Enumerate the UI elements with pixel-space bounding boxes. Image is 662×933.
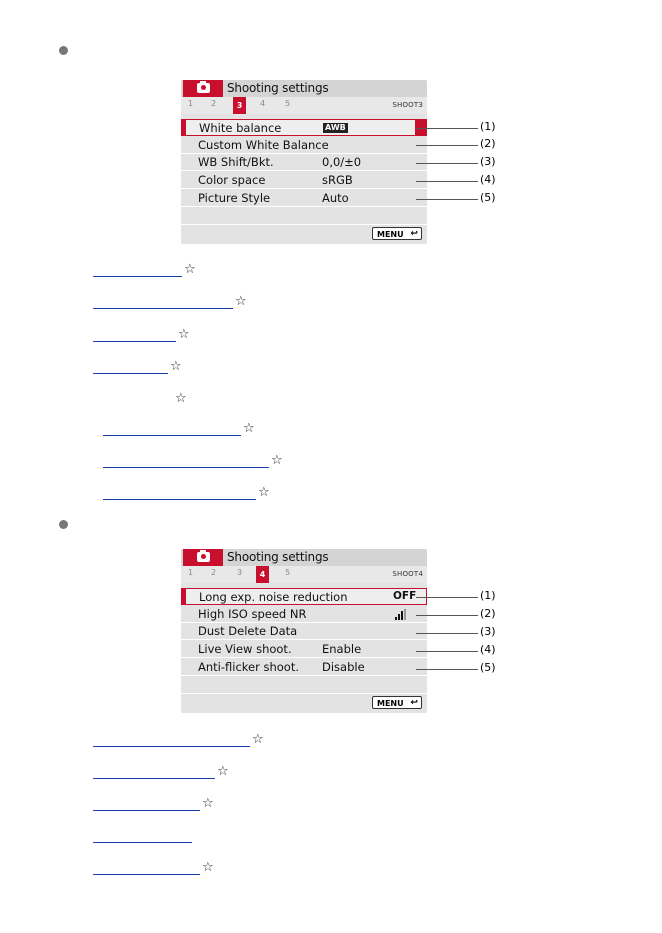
menu-row-long-exp-nr[interactable]	[181, 588, 427, 605]
camera-menu-screen-shoot4	[181, 549, 427, 713]
camera-tab[interactable]	[183, 549, 223, 566]
callout-3: (3)	[480, 625, 496, 638]
star-icon: ☆	[252, 732, 264, 747]
callout-5: (5)	[480, 661, 496, 674]
menu-row-anti-flicker[interactable]	[181, 659, 427, 676]
menu-button-label: MENU	[377, 230, 404, 239]
callout-line	[416, 163, 478, 164]
menu-row-value: Enable	[322, 642, 362, 656]
menu-row-label: Live View shoot.	[198, 642, 292, 656]
menu-row-white-balance[interactable]	[181, 119, 427, 136]
menu-row-wb-shift[interactable]	[181, 154, 427, 171]
menu-row-label: Anti-flicker shoot.	[198, 660, 299, 674]
callout-4: (4)	[480, 173, 496, 186]
menu-row-label: Picture Style	[198, 191, 271, 205]
menu-row-live-view-shoot[interactable]	[181, 641, 427, 658]
link-picture-style-customize[interactable]	[103, 456, 269, 468]
link-wb-shift[interactable]	[93, 330, 176, 342]
menu-row-custom-white-balance[interactable]	[181, 137, 427, 154]
menu-row-label: WB Shift/Bkt.	[198, 155, 274, 169]
star-icon: ☆	[178, 327, 190, 342]
callout-line	[416, 128, 478, 129]
camera-tab[interactable]	[183, 80, 223, 97]
camera-icon	[197, 552, 210, 562]
menu-header	[181, 549, 427, 566]
link-picture-style-select[interactable]	[103, 424, 241, 436]
menu-back-button[interactable]	[372, 696, 422, 709]
selection-indicator	[182, 589, 186, 604]
menu-row-value: OFF	[393, 590, 417, 602]
menu-row-value: sRGB	[322, 173, 353, 187]
callout-line	[416, 669, 478, 670]
menu-row-label: Color space	[198, 173, 266, 187]
star-icon: ☆	[235, 294, 247, 309]
callout-1: (1)	[480, 589, 496, 602]
star-icon: ☆	[217, 764, 229, 779]
link-anti-flicker[interactable]	[93, 863, 200, 875]
star-icon: ☆	[202, 796, 214, 811]
shoot-page-label: SHOOT4	[392, 570, 423, 578]
callout-4: (4)	[480, 643, 496, 656]
menu-row-value: Disable	[322, 660, 365, 674]
signal-level-icon	[395, 609, 406, 620]
star-icon: ☆	[175, 391, 187, 406]
menu-header	[181, 80, 427, 97]
callout-2: (2)	[480, 137, 496, 150]
tab-4[interactable]: 4	[256, 566, 269, 583]
star-icon: ☆	[271, 453, 283, 468]
menu-row-label: Long exp. noise reduction	[199, 590, 348, 604]
callout-3: (3)	[480, 155, 496, 168]
tab-2[interactable]: 2	[210, 99, 217, 108]
link-long-exp-nr[interactable]	[93, 735, 250, 747]
shoot-page-label: SHOOT3	[392, 101, 423, 109]
menu-back-button[interactable]	[372, 227, 422, 240]
menu-title: Shooting settings	[227, 550, 329, 564]
link-live-view-shoot[interactable]	[93, 831, 192, 843]
star-icon: ☆	[258, 485, 270, 500]
link-dust-delete-data[interactable]	[93, 799, 200, 811]
menu-tabs	[181, 566, 427, 583]
camera-icon	[197, 83, 210, 93]
callout-line	[416, 181, 478, 182]
menu-row-picture-style[interactable]	[181, 190, 427, 207]
menu-row-empty	[181, 208, 427, 225]
link-picture-style-register[interactable]	[103, 488, 256, 500]
awb-badge: AWB	[325, 123, 346, 132]
menu-row-label: Custom White Balance	[198, 138, 329, 152]
section-bullet	[59, 46, 68, 55]
callout-line	[416, 615, 478, 616]
link-white-balance[interactable]	[93, 265, 182, 277]
menu-row-label: White balance	[199, 121, 282, 135]
section-bullet	[59, 520, 68, 529]
tab-1[interactable]: 1	[187, 99, 194, 108]
menu-row-high-iso-nr[interactable]	[181, 606, 427, 623]
callout-line	[416, 145, 478, 146]
callout-line	[416, 597, 478, 598]
menu-row-color-space[interactable]	[181, 172, 427, 189]
tab-5[interactable]: 5	[284, 99, 291, 108]
menu-row-label: Dust Delete Data	[198, 624, 298, 638]
menu-tabs	[181, 97, 427, 114]
menu-button-label: MENU	[377, 699, 404, 708]
tab-5[interactable]: 5	[284, 568, 291, 577]
callout-5: (5)	[480, 191, 496, 204]
menu-row-value: Auto	[322, 191, 349, 205]
callout-line	[416, 199, 478, 200]
link-custom-white-balance[interactable]	[93, 297, 233, 309]
tab-4[interactable]: 4	[259, 99, 266, 108]
callout-1: (1)	[480, 120, 496, 133]
menu-title: Shooting settings	[227, 81, 329, 95]
return-icon: ↩	[410, 229, 418, 239]
camera-menu-screen-shoot3	[181, 80, 427, 244]
tab-1[interactable]: 1	[187, 568, 194, 577]
callout-line	[416, 651, 478, 652]
menu-row-empty	[181, 677, 427, 694]
star-icon: ☆	[170, 359, 182, 374]
link-high-iso-nr[interactable]	[93, 767, 215, 779]
tab-3[interactable]: 3	[236, 568, 243, 577]
menu-row-dust-delete-data[interactable]	[181, 623, 427, 640]
star-icon: ☆	[184, 262, 196, 277]
selection-indicator	[182, 120, 186, 135]
star-icon: ☆	[202, 860, 214, 875]
callout-2: (2)	[480, 607, 496, 620]
return-icon: ↩	[410, 698, 418, 708]
callout-line	[416, 633, 478, 634]
tab-3[interactable]: 3	[233, 97, 246, 114]
menu-row-value: 0,0/±0	[322, 155, 362, 169]
star-icon: ☆	[243, 421, 255, 436]
menu-row-label: High ISO speed NR	[198, 607, 307, 621]
link-color-space[interactable]	[93, 362, 168, 374]
tab-2[interactable]: 2	[210, 568, 217, 577]
